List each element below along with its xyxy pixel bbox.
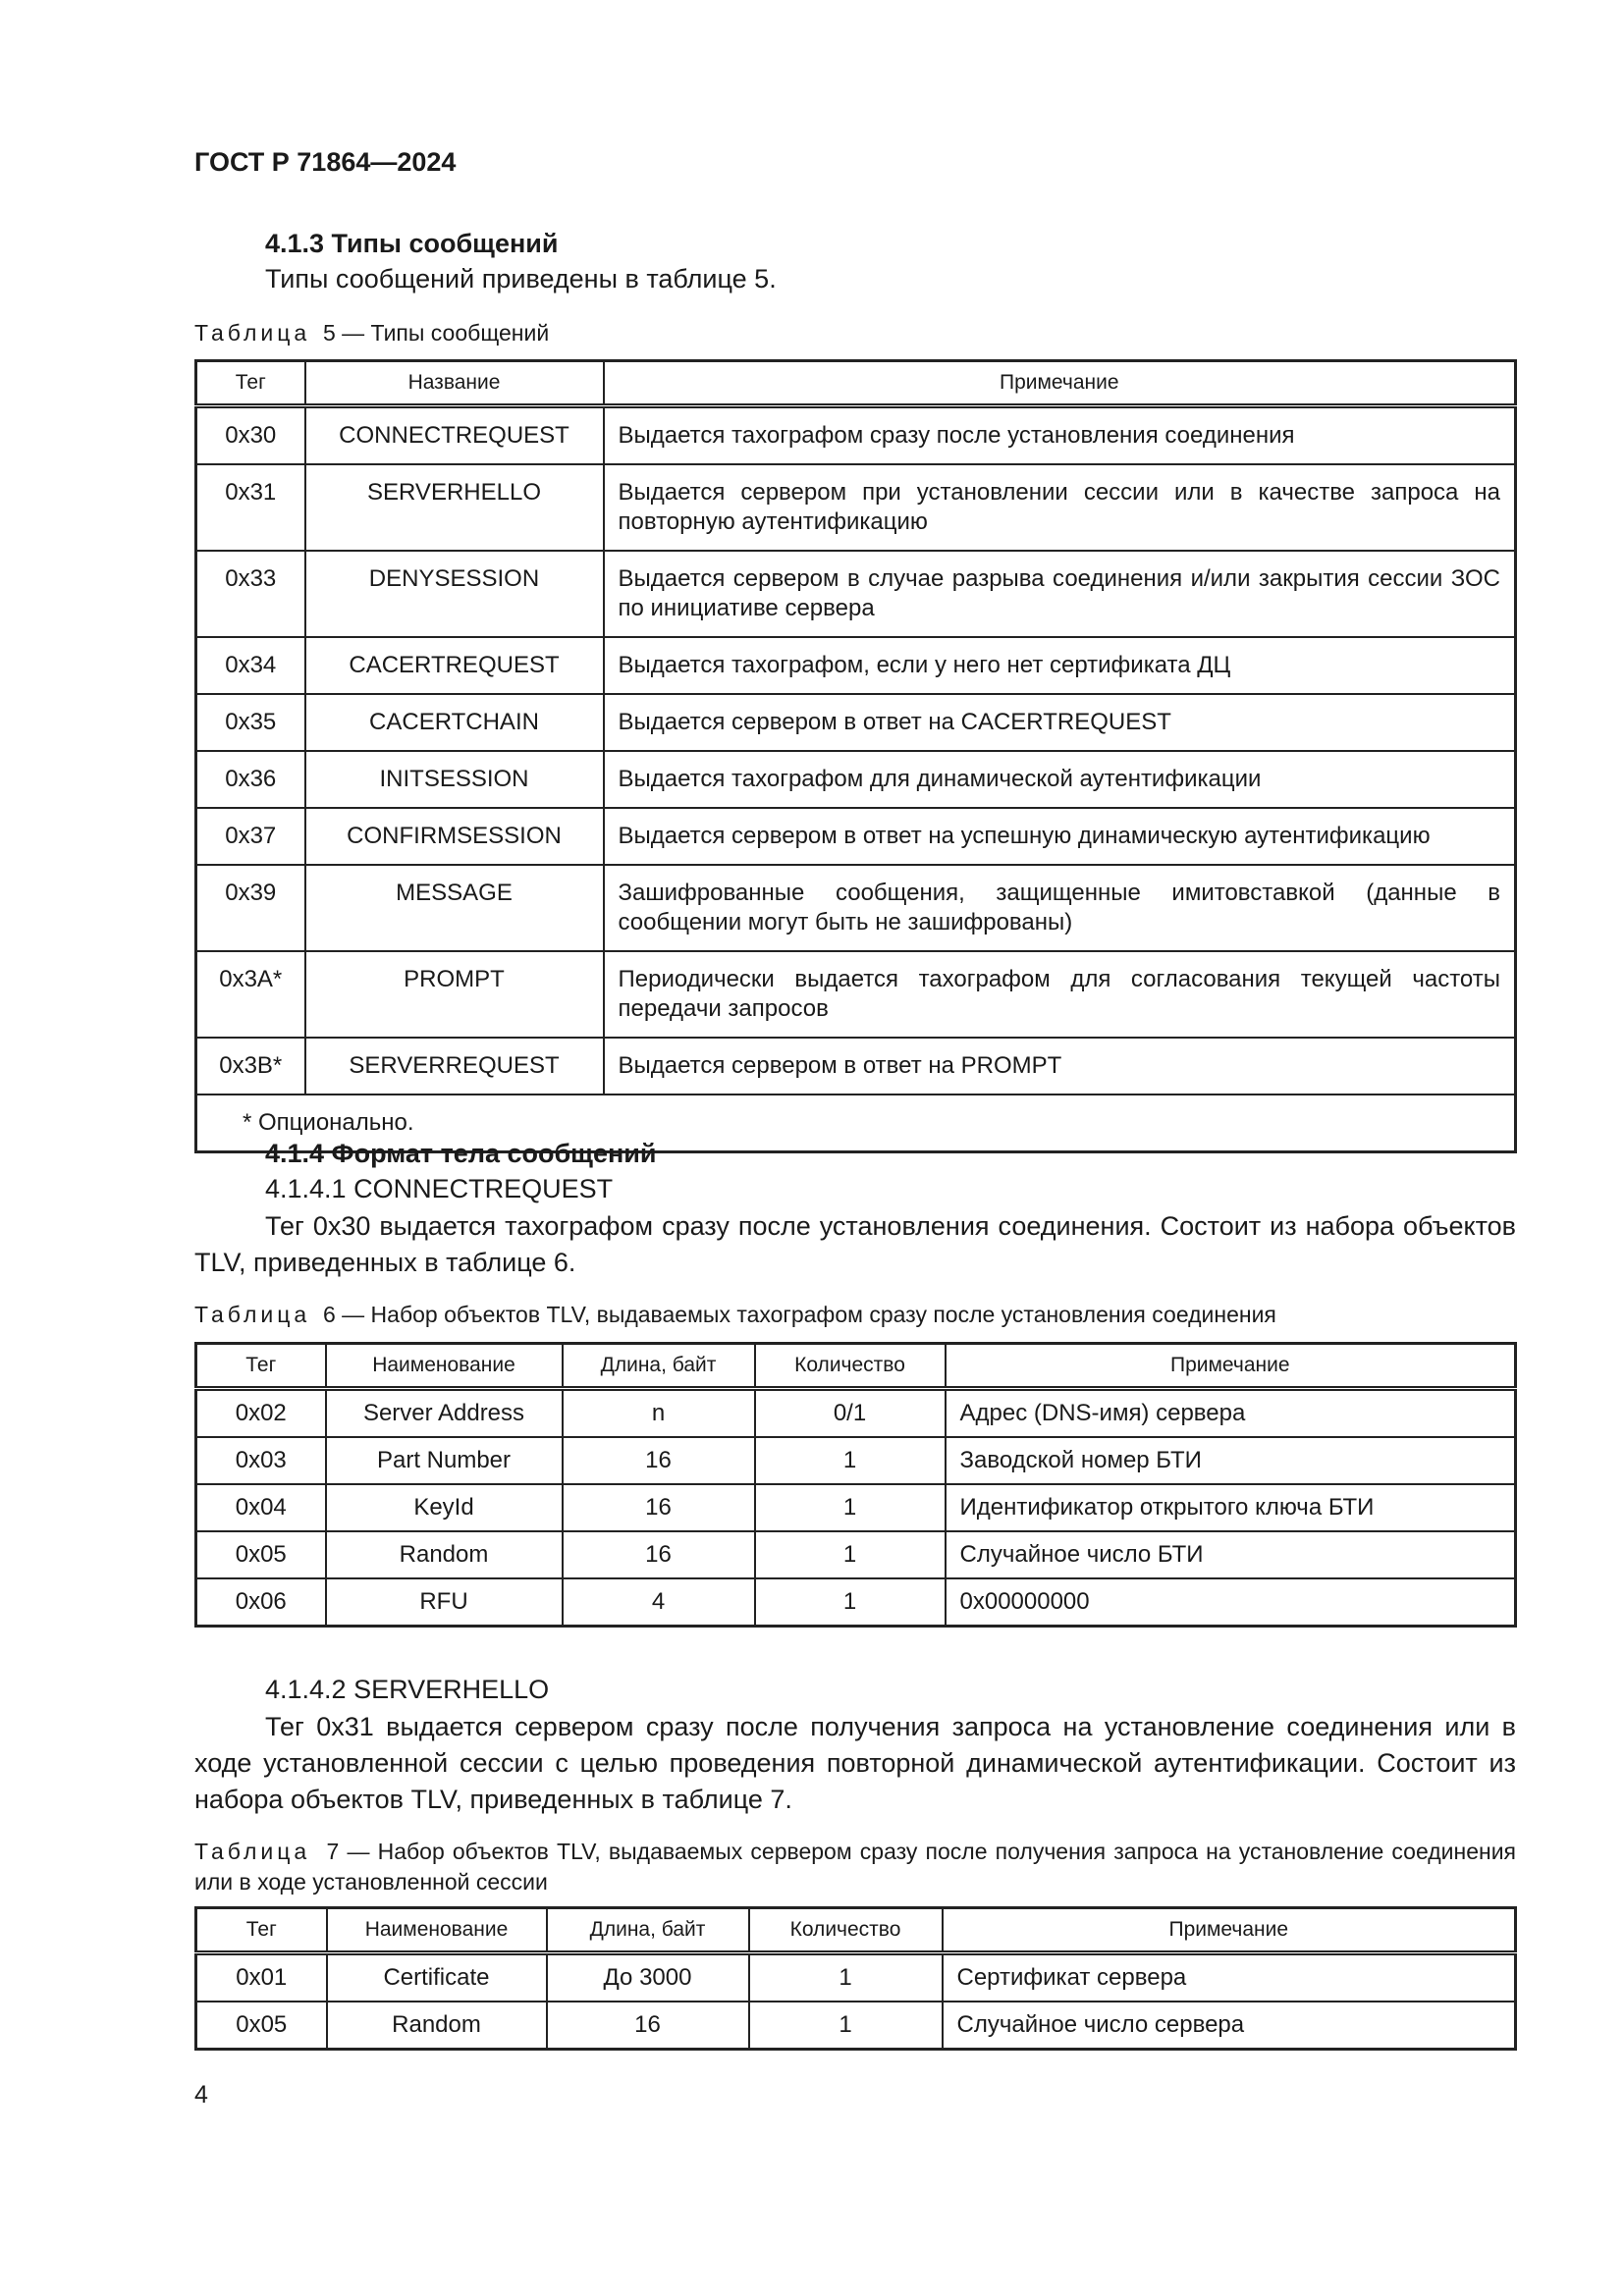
name-cell: SERVERREQUEST [305, 1038, 604, 1095]
table-row [196, 1578, 1516, 1627]
count-cell: 1 [749, 2002, 943, 2050]
table7-header-name: Наименование [327, 1908, 547, 1953]
table-row [196, 1038, 1516, 1095]
length-cell: До 3000 [547, 1953, 749, 2002]
table-row [196, 1437, 1516, 1484]
length-cell: 16 [563, 1531, 755, 1578]
name-cell: Part Number [326, 1437, 563, 1484]
table6-header-note: Примечание [946, 1344, 1516, 1389]
table6-header-tag: Тег [196, 1344, 326, 1389]
length-cell: 16 [547, 2002, 749, 2050]
note-cell: Случайное число БТИ [946, 1531, 1516, 1578]
page-number: 4 [194, 2081, 208, 2109]
note-cell: Адрес (DNS-имя) сервера [946, 1389, 1516, 1438]
tag-cell: 0x3B* [196, 1038, 305, 1095]
paragraph-serverhello: Тег 0x31 выдается сервером сразу после получения запроса на установление соединения или в ходе установленной сессии с целью проведения повторной динамической аутентификации. Состоит из набора объектов TLV, приведенных в таблице 7. [194, 1712, 1516, 1814]
table7 [194, 1906, 1517, 2051]
name-cell: KeyId [326, 1484, 563, 1531]
note-cell: Выдается сервером в случае разрыва соединения и/или закрытия сессии ЗОС по инициативе сервера [604, 551, 1516, 637]
name-cell: CACERTREQUEST [305, 637, 604, 694]
count-cell: 0/1 [755, 1389, 946, 1438]
tag-cell: 0x05 [196, 1531, 326, 1578]
table-row [196, 406, 1516, 465]
tag-cell: 0x35 [196, 694, 305, 751]
note-cell: Идентификатор открытого ключа БТИ [946, 1484, 1516, 1531]
paragraph-connectrequest: Тег 0x30 выдается тахографом сразу после установления соединения. Состоит из набора объектов TLV, приведенных в таблице 6. [194, 1211, 1516, 1277]
note-cell: Зашифрованные сообщения, защищенные имитовставкой (данные в сообщении могут быть не зашифрованы) [604, 865, 1516, 951]
name-cell: CONNECTREQUEST [305, 406, 604, 465]
section-heading-4-1-3: 4.1.3 Типы сообщений [265, 229, 559, 258]
table6-caption-text: 6 — Набор объектов TLV, выдаваемых тахографом сразу после установления соединения [322, 1302, 1276, 1327]
length-cell: 16 [563, 1437, 755, 1484]
tag-cell: 0x01 [196, 1953, 327, 2002]
table5-caption-label: Таблица [194, 320, 311, 346]
tag-cell: 0x34 [196, 637, 305, 694]
note-cell: Выдается сервером в ответ на PROMPT [604, 1038, 1516, 1095]
table-row [196, 865, 1516, 951]
tag-cell: 0x02 [196, 1389, 326, 1438]
name-cell: Random [326, 1531, 563, 1578]
table-row [196, 637, 1516, 694]
document-code: ГОСТ Р 71864—2024 [194, 147, 457, 177]
table-row [196, 551, 1516, 637]
table-row [196, 1953, 1516, 2002]
name-cell: CACERTCHAIN [305, 694, 604, 751]
table-row [196, 751, 1516, 808]
name-cell: Server Address [326, 1389, 563, 1438]
table5-header-tag: Тег [196, 361, 305, 406]
table-row [196, 2002, 1516, 2050]
section-text-4-1-3: Типы сообщений приведены в таблице 5. [265, 264, 777, 294]
table5-header-note: Примечание [604, 361, 1516, 406]
note-cell: Периодически выдается тахографом для согласования текущей частоты передачи запросов [604, 951, 1516, 1038]
table-row [196, 464, 1516, 551]
tag-cell: 0x04 [196, 1484, 326, 1531]
subsection-heading-4-1-4-2: 4.1.4.2 SERVERHELLO [265, 1675, 550, 1704]
tag-cell: 0x36 [196, 751, 305, 808]
table7-caption-label: Таблица [194, 1839, 311, 1864]
table-row [196, 1531, 1516, 1578]
tag-cell: 0x03 [196, 1437, 326, 1484]
table5-header-name: Название [305, 361, 604, 406]
note-cell: Выдается сервером в ответ на успешную динамическую аутентификацию [604, 808, 1516, 865]
tag-cell: 0x30 [196, 406, 305, 465]
name-cell: SERVERHELLO [305, 464, 604, 551]
table7-header-tag: Тег [196, 1908, 327, 1953]
table-row [196, 1484, 1516, 1531]
count-cell: 1 [755, 1437, 946, 1484]
tag-cell: 0x31 [196, 464, 305, 551]
count-cell: 1 [755, 1578, 946, 1627]
tag-cell: 0x39 [196, 865, 305, 951]
table5-caption [194, 320, 549, 347]
note-cell: 0x00000000 [946, 1578, 1516, 1627]
tag-cell: 0x37 [196, 808, 305, 865]
table5 [194, 359, 1517, 1153]
name-cell: RFU [326, 1578, 563, 1627]
tag-cell: 0x05 [196, 2002, 327, 2050]
note-cell: Выдается сервером при установлении сессии или в качестве запроса на повторную аутентификацию [604, 464, 1516, 551]
length-cell: n [563, 1389, 755, 1438]
table5-caption-text: 5 — Типы сообщений [322, 320, 550, 346]
note-cell: Выдается тахографом для динамической аутентификации [604, 751, 1516, 808]
table-row [196, 694, 1516, 751]
table7-caption [194, 1837, 1516, 1897]
table6 [194, 1342, 1517, 1628]
name-cell: Random [327, 2002, 547, 2050]
table6-header-length: Длина, байт [563, 1344, 755, 1389]
name-cell: MESSAGE [305, 865, 604, 951]
name-cell: DENYSESSION [305, 551, 604, 637]
length-cell: 4 [563, 1578, 755, 1627]
table7-header-count: Количество [749, 1908, 943, 1953]
table6-header-count: Количество [755, 1344, 946, 1389]
table5-footnote: * Опционально. [196, 1095, 1516, 1152]
name-cell: PROMPT [305, 951, 604, 1038]
table6-header-row [196, 1344, 1516, 1389]
name-cell: INITSESSION [305, 751, 604, 808]
table6-caption-label: Таблица [194, 1302, 311, 1327]
note-cell: Выдается тахографом сразу после установления соединения [604, 406, 1516, 465]
note-cell: Сертификат сервера [943, 1953, 1516, 2002]
length-cell: 16 [563, 1484, 755, 1531]
table7-header-length: Длина, байт [547, 1908, 749, 1953]
table5-header-row [196, 361, 1516, 406]
table6-header-name: Наименование [326, 1344, 563, 1389]
table6-caption [194, 1302, 1276, 1328]
table7-header-note: Примечание [943, 1908, 1516, 1953]
table-row [196, 808, 1516, 865]
section-heading-4-1-4: 4.1.4 Формат тела сообщений [265, 1139, 657, 1168]
note-cell: Выдается сервером в ответ на CACERTREQUEST [604, 694, 1516, 751]
subsection-heading-4-1-4-1: 4.1.4.1 CONNECTREQUEST [265, 1174, 614, 1203]
note-cell: Случайное число сервера [943, 2002, 1516, 2050]
name-cell: Certificate [327, 1953, 547, 2002]
count-cell: 1 [749, 1953, 943, 2002]
note-cell: Выдается тахографом, если у него нет сертификата ДЦ [604, 637, 1516, 694]
table7-header-row [196, 1908, 1516, 1953]
table7-caption-text: 7 — Набор объектов TLV, выдаваемых сервером сразу после получения запроса на установление соединения или в ходе установленной сессии [194, 1839, 1517, 1895]
table-row [196, 1389, 1516, 1438]
count-cell: 1 [755, 1484, 946, 1531]
tag-cell: 0x06 [196, 1578, 326, 1627]
note-cell: Заводской номер БТИ [946, 1437, 1516, 1484]
name-cell: CONFIRMSESSION [305, 808, 604, 865]
tag-cell: 0x3A* [196, 951, 305, 1038]
table-row [196, 951, 1516, 1038]
count-cell: 1 [755, 1531, 946, 1578]
tag-cell: 0x33 [196, 551, 305, 637]
